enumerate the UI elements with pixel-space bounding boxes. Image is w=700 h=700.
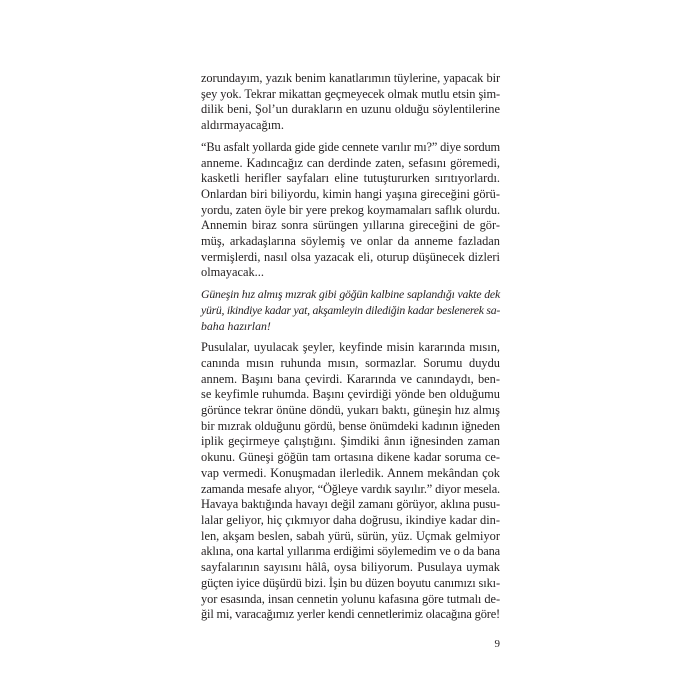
text-line: canında mısın ruhunda mısın, sormazlar. Sorumu duydu <box>201 355 500 370</box>
text-line: yordu, zaten öyle bir yere prekog koymamaları saflık olurdu. <box>201 202 500 217</box>
text-line: “Bu asfalt yollarda gide gide cennete varılır mı?” diye sordum <box>201 139 500 154</box>
text-line: Onlardan biri biliyordu, kimin hangi yaşına gireceğini görü- <box>201 186 500 201</box>
text-line: Havaya baktığında havayı değil zamanı görüyor, aklına pusu- <box>201 497 500 512</box>
text-line: baha hazırlan! <box>201 318 271 333</box>
text-line: dilik beni, Şol’un durakların en uzunu olduğu söylentilerine <box>201 102 500 117</box>
italic-passage <box>201 287 500 334</box>
body-paragraph <box>201 140 500 281</box>
text-line: olmayacak... <box>201 265 264 280</box>
text-line: len, akşam beslen, sabah yürü, sürün, yüz. Uçmak gelmiyor <box>201 528 500 543</box>
text-line: annem. Başını bana çevirdi. Kararında ve canındaydı, ben- <box>201 371 500 386</box>
text-line: zamanda mesafe alıyor, “Öğleye vardık sayılır.” diyor mesela. <box>201 481 500 496</box>
text-line: müş, arkadaşlarına söylemiş ve onlar da anneme fazladan <box>201 234 500 249</box>
body-paragraph <box>201 71 500 134</box>
text-line: lalar geliyor, hiç çıkmıyor daha doğrusu, ikindiye kadar din- <box>201 512 500 527</box>
text-line: vermişlerdi, nasıl olsa yazacak eli, oturup düşünecek dizleri <box>201 249 500 264</box>
text-line: anneme. Kadıncağız can derdinde zaten, sefasını göremedi, <box>201 155 500 170</box>
text-line: vap vermedi. Konuşmadan ilerledik. Annem mekândan çok <box>201 465 500 480</box>
body-paragraph <box>201 340 500 623</box>
text-line: ğil mi, varacağımız yerler kendi cennetlerimiz olacağına göre! <box>201 607 501 622</box>
text-line: Annemin biraz sonra sürüngen yıllarına gireceğini de gör- <box>201 218 500 233</box>
text-line: aklına, ona kartal yıllarıma erdiğimi söylemedim ve o da bana <box>201 544 500 559</box>
text-line: Güneşin hız almış mızrak gibi göğün kalbine saplandığı vakte dek <box>201 287 500 302</box>
page-number: 9 <box>494 638 500 650</box>
text-line: bir mızrak olduğunu gördü, bense önümdeki kadının iğneden <box>201 418 500 433</box>
text-line: sayfalarının sayısını hâlâ, oysa biliyorum. Pusulaya uymak <box>201 560 500 575</box>
text-column <box>201 71 500 623</box>
text-line: yor esasında, insan cennetin yolunu kafasına göre tutmalı de- <box>201 591 500 606</box>
text-line: görünce tekrar önüne döndü, yukarı baktı, güneşin hız almış <box>201 403 500 418</box>
text-line: okunu. Güneşi göğün tam ortasına dikene kadar soruma ce- <box>201 450 500 465</box>
text-line: şey yok. Tekrar mikattan geçmeyecek olmak mutlu etsin şim- <box>201 86 500 101</box>
text-line: yürü, ikindiye kadar yat, akşamleyin dilediğin kadar beslenerek sa- <box>201 302 500 317</box>
text-line: iplik geçirmeye çalıştığını. Şimdiki ânın iğnesinden zaman <box>201 434 500 449</box>
text-line: kasketli herifler sayfaları eline tutuştururken sırıtıyorlardı. <box>201 171 500 186</box>
text-line: zorundayım, yazık benim kanatlarımın tüylerine, yapacak bir <box>201 71 500 85</box>
text-line: güçten iyice düşürdü bizi. İşin bu düzen boyutu canımızı sıkı- <box>201 575 500 590</box>
text-line: aldırmayacağım. <box>201 118 284 133</box>
text-line: Pusulalar, uyulacak şeyler, keyfinde misin kararında mısın, <box>201 340 500 355</box>
text-line: se keyfimle ruhumda. Başını çevirdiği yönde ben olduğumu <box>201 387 500 402</box>
